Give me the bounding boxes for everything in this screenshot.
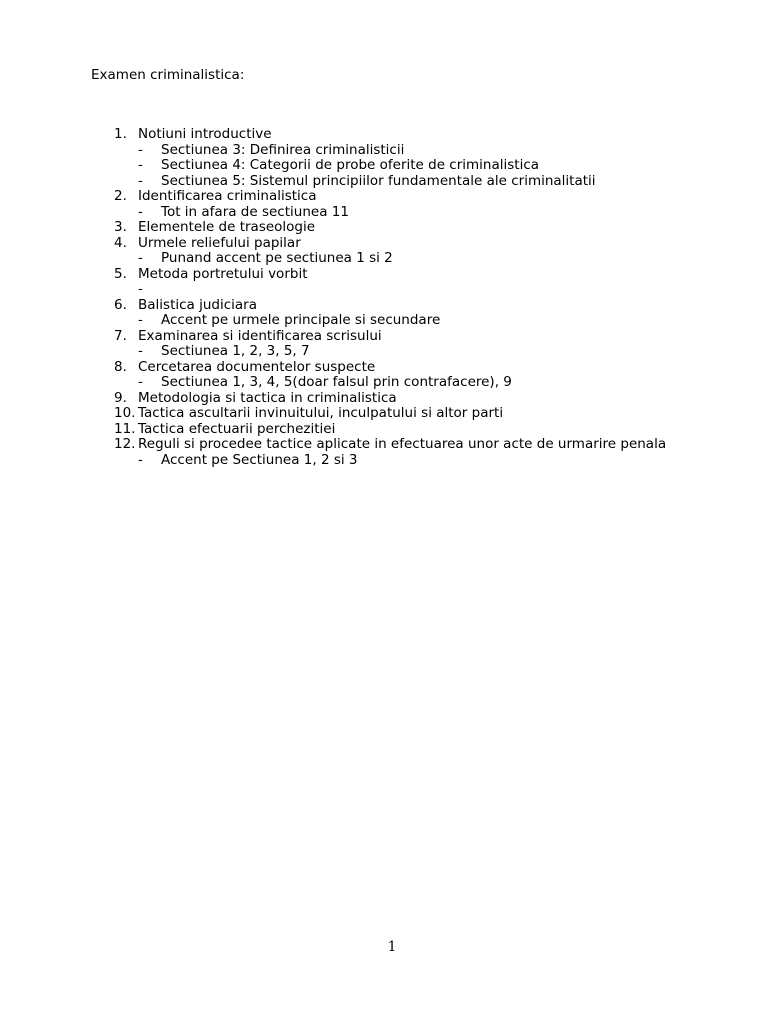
item-number: 7.: [114, 327, 127, 344]
sub-list-item: [0, 282, 768, 298]
dash-bullet: -: [138, 250, 143, 266]
exam-topic-list: [0, 127, 768, 468]
dash-bullet: -: [138, 374, 143, 390]
sub-item-text: Accent pe urmele principale si secundare: [161, 312, 441, 328]
item-text: Identificarea criminalistica: [138, 188, 317, 204]
sub-item-text: Sectiunea 1, 3, 4, 5(doar falsul prin contrafacere), 9: [161, 374, 512, 390]
sub-list-item: [0, 313, 768, 329]
item-text: Reguli si procedee tactice aplicate in efectuarea unor acte de urmarire penala: [138, 436, 667, 452]
sub-item-text: Sectiunea 3: Definirea criminalisticii: [161, 141, 405, 158]
item-number: 5.: [114, 265, 127, 282]
list-item: [0, 189, 768, 205]
sub-list-item: [0, 143, 768, 159]
item-text: Cercetarea documentelor suspecte: [138, 358, 376, 375]
list-item: [0, 329, 768, 345]
sub-item-text: Tot in afara de sectiunea 11: [161, 203, 349, 220]
item-text: Tactica efectuarii perchezitiei: [138, 420, 336, 437]
item-text: Elementele de traseologie: [138, 219, 316, 235]
document-title: Examen criminalistica:: [91, 67, 245, 83]
item-number: 10.: [114, 405, 136, 421]
dash-bullet: -: [138, 141, 143, 158]
list-item: [0, 391, 768, 407]
sub-item-text: Punand accent pe sectiunea 1 si 2: [161, 250, 393, 266]
sub-item-text: Sectiunea 4: Categorii de probe oferite de criminalistica: [161, 157, 540, 173]
sub-item-text: Sectiunea 1, 2, 3, 5, 7: [161, 343, 310, 359]
dash-bullet: -: [138, 172, 143, 189]
dash-bullet: -: [138, 312, 143, 328]
dash-bullet: -: [138, 157, 143, 173]
list-item: [0, 422, 768, 438]
item-text: Tactica ascultarii invinuitului, inculpatului si altor parti: [138, 405, 504, 421]
item-number: 6.: [114, 296, 127, 313]
item-number: 12.: [114, 436, 136, 452]
list-item: [0, 127, 768, 143]
dash-bullet: -: [138, 451, 143, 468]
sub-list-item: [0, 344, 768, 360]
list-item: [0, 360, 768, 376]
list-item: [0, 298, 768, 314]
list-item: [0, 267, 768, 283]
item-text: Notiuni introductive: [138, 126, 272, 142]
sub-item-text: Accent pe Sectiunea 1, 2 si 3: [161, 451, 358, 468]
dash-bullet: -: [138, 281, 143, 297]
dash-bullet: -: [138, 203, 143, 220]
item-number: 2.: [114, 188, 127, 204]
sub-list-item: [0, 453, 768, 469]
list-item: [0, 220, 768, 236]
item-number: 1.: [114, 126, 127, 142]
item-text: Examinarea si identificarea scrisului: [138, 327, 382, 344]
list-item: [0, 437, 768, 453]
sub-list-item: [0, 205, 768, 221]
item-number: 3.: [114, 219, 127, 235]
item-text: Balistica judiciara: [138, 296, 257, 313]
item-number: 4.: [114, 234, 127, 251]
sub-list-item: [0, 174, 768, 190]
page-number: 1: [387, 939, 397, 955]
item-text: Metodologia si tactica in criminalistica: [138, 389, 397, 406]
item-number: 11.: [114, 420, 136, 437]
list-item: [0, 406, 768, 422]
sub-list-item: [0, 251, 768, 267]
list-item: [0, 236, 768, 252]
item-number: 9.: [114, 389, 127, 406]
sub-list-item: [0, 375, 768, 391]
sub-item-text: Sectiunea 5: Sistemul principiilor fundamentale ale criminalitatii: [161, 172, 596, 189]
item-text: Metoda portretului vorbit: [138, 265, 308, 282]
item-text: Urmele reliefului papilar: [138, 234, 301, 251]
sub-list-item: [0, 158, 768, 174]
item-number: 8.: [114, 358, 127, 375]
dash-bullet: -: [138, 343, 143, 359]
